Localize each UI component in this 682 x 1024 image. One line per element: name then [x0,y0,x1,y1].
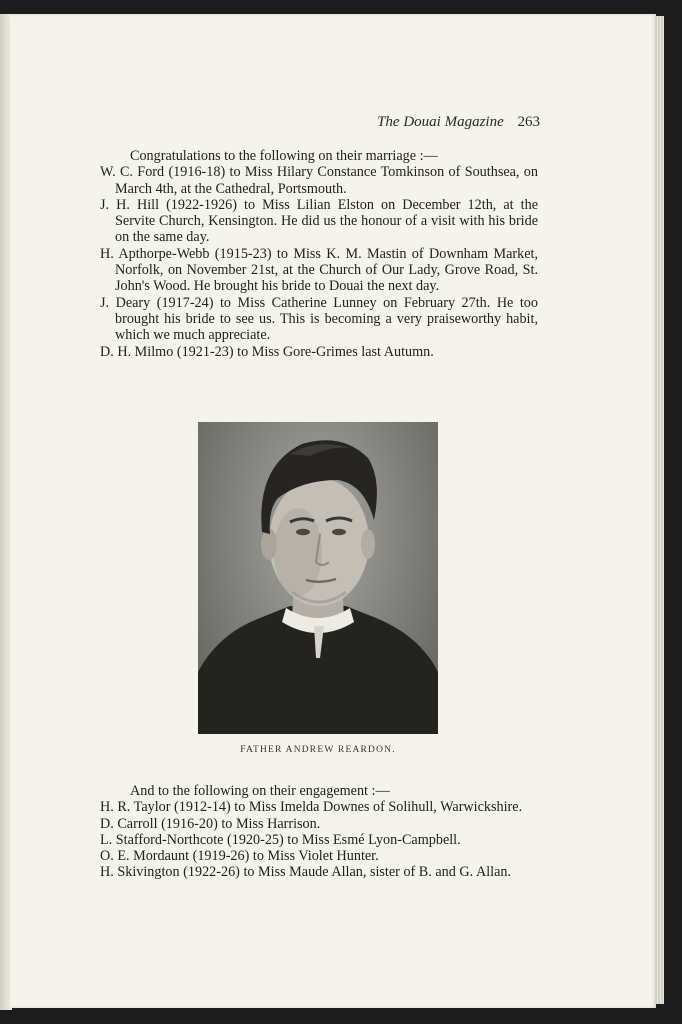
marriage-entry: J. Deary (1917-24) to Miss Catherine Lunney on February 27th. He too brought his bride to see us. This is becoming a very praiseworthy habit, which we much appreciate. [100,294,538,344]
page-edges [654,16,664,1004]
marriages-intro: Congratulations to the following on their marriage :— [130,148,438,164]
marriage-entry: W. C. Ford (1916-18) to Miss Hilary Constance Tomkinson of Southsea, on March 4th, at the Cathedral, Portsmouth. [100,164,538,197]
running-head [377,114,540,131]
engagement-entry: H. Skivington (1922-26) to Miss Maude Allan, sister of B. and G. Allan. [100,864,512,881]
engagements-section [100,783,538,881]
marriage-entry: J. H. Hill (1922-1926) to Miss Lilian Elston on December 12th, at the Servite Church, Kensington. He did us the honour of a visit with his bride on the same day. [100,196,538,246]
engagement-entry: H. R. Taylor (1912-14) to Miss Imelda Downes of Solihull, Warwickshire. [100,799,523,816]
engagement-entry: D. Carroll (1916-20) to Miss Harrison. [100,815,321,832]
engagement-entry: L. Stafford-Northcote (1920-25) to Miss Esmé Lyon-Campbell. [100,831,461,848]
portrait-photo [198,422,438,734]
engagement-entry: O. E. Mordaunt (1919-26) to Miss Violet Hunter. [100,848,379,865]
portrait-caption: FATHER ANDREW REARDON. [240,745,396,755]
magazine-title: The Douai Magazine [377,114,504,130]
marriage-entry: D. H. Milmo (1921-23) to Miss Gore-Grimes last Autumn. [100,343,434,360]
engagements-intro: And to the following on their engagement :— [130,783,390,799]
marriages-section [100,148,538,360]
page-number: 263 [517,114,540,130]
marriage-entry: H. Apthorpe-Webb (1915-23) to Miss K. M. Mastin of Downham Market, Norfolk, on November 21st, at the Church of Our Lady, Grove Road, St. John's Wood. He brought his bride to Douai the next day. [100,245,538,295]
